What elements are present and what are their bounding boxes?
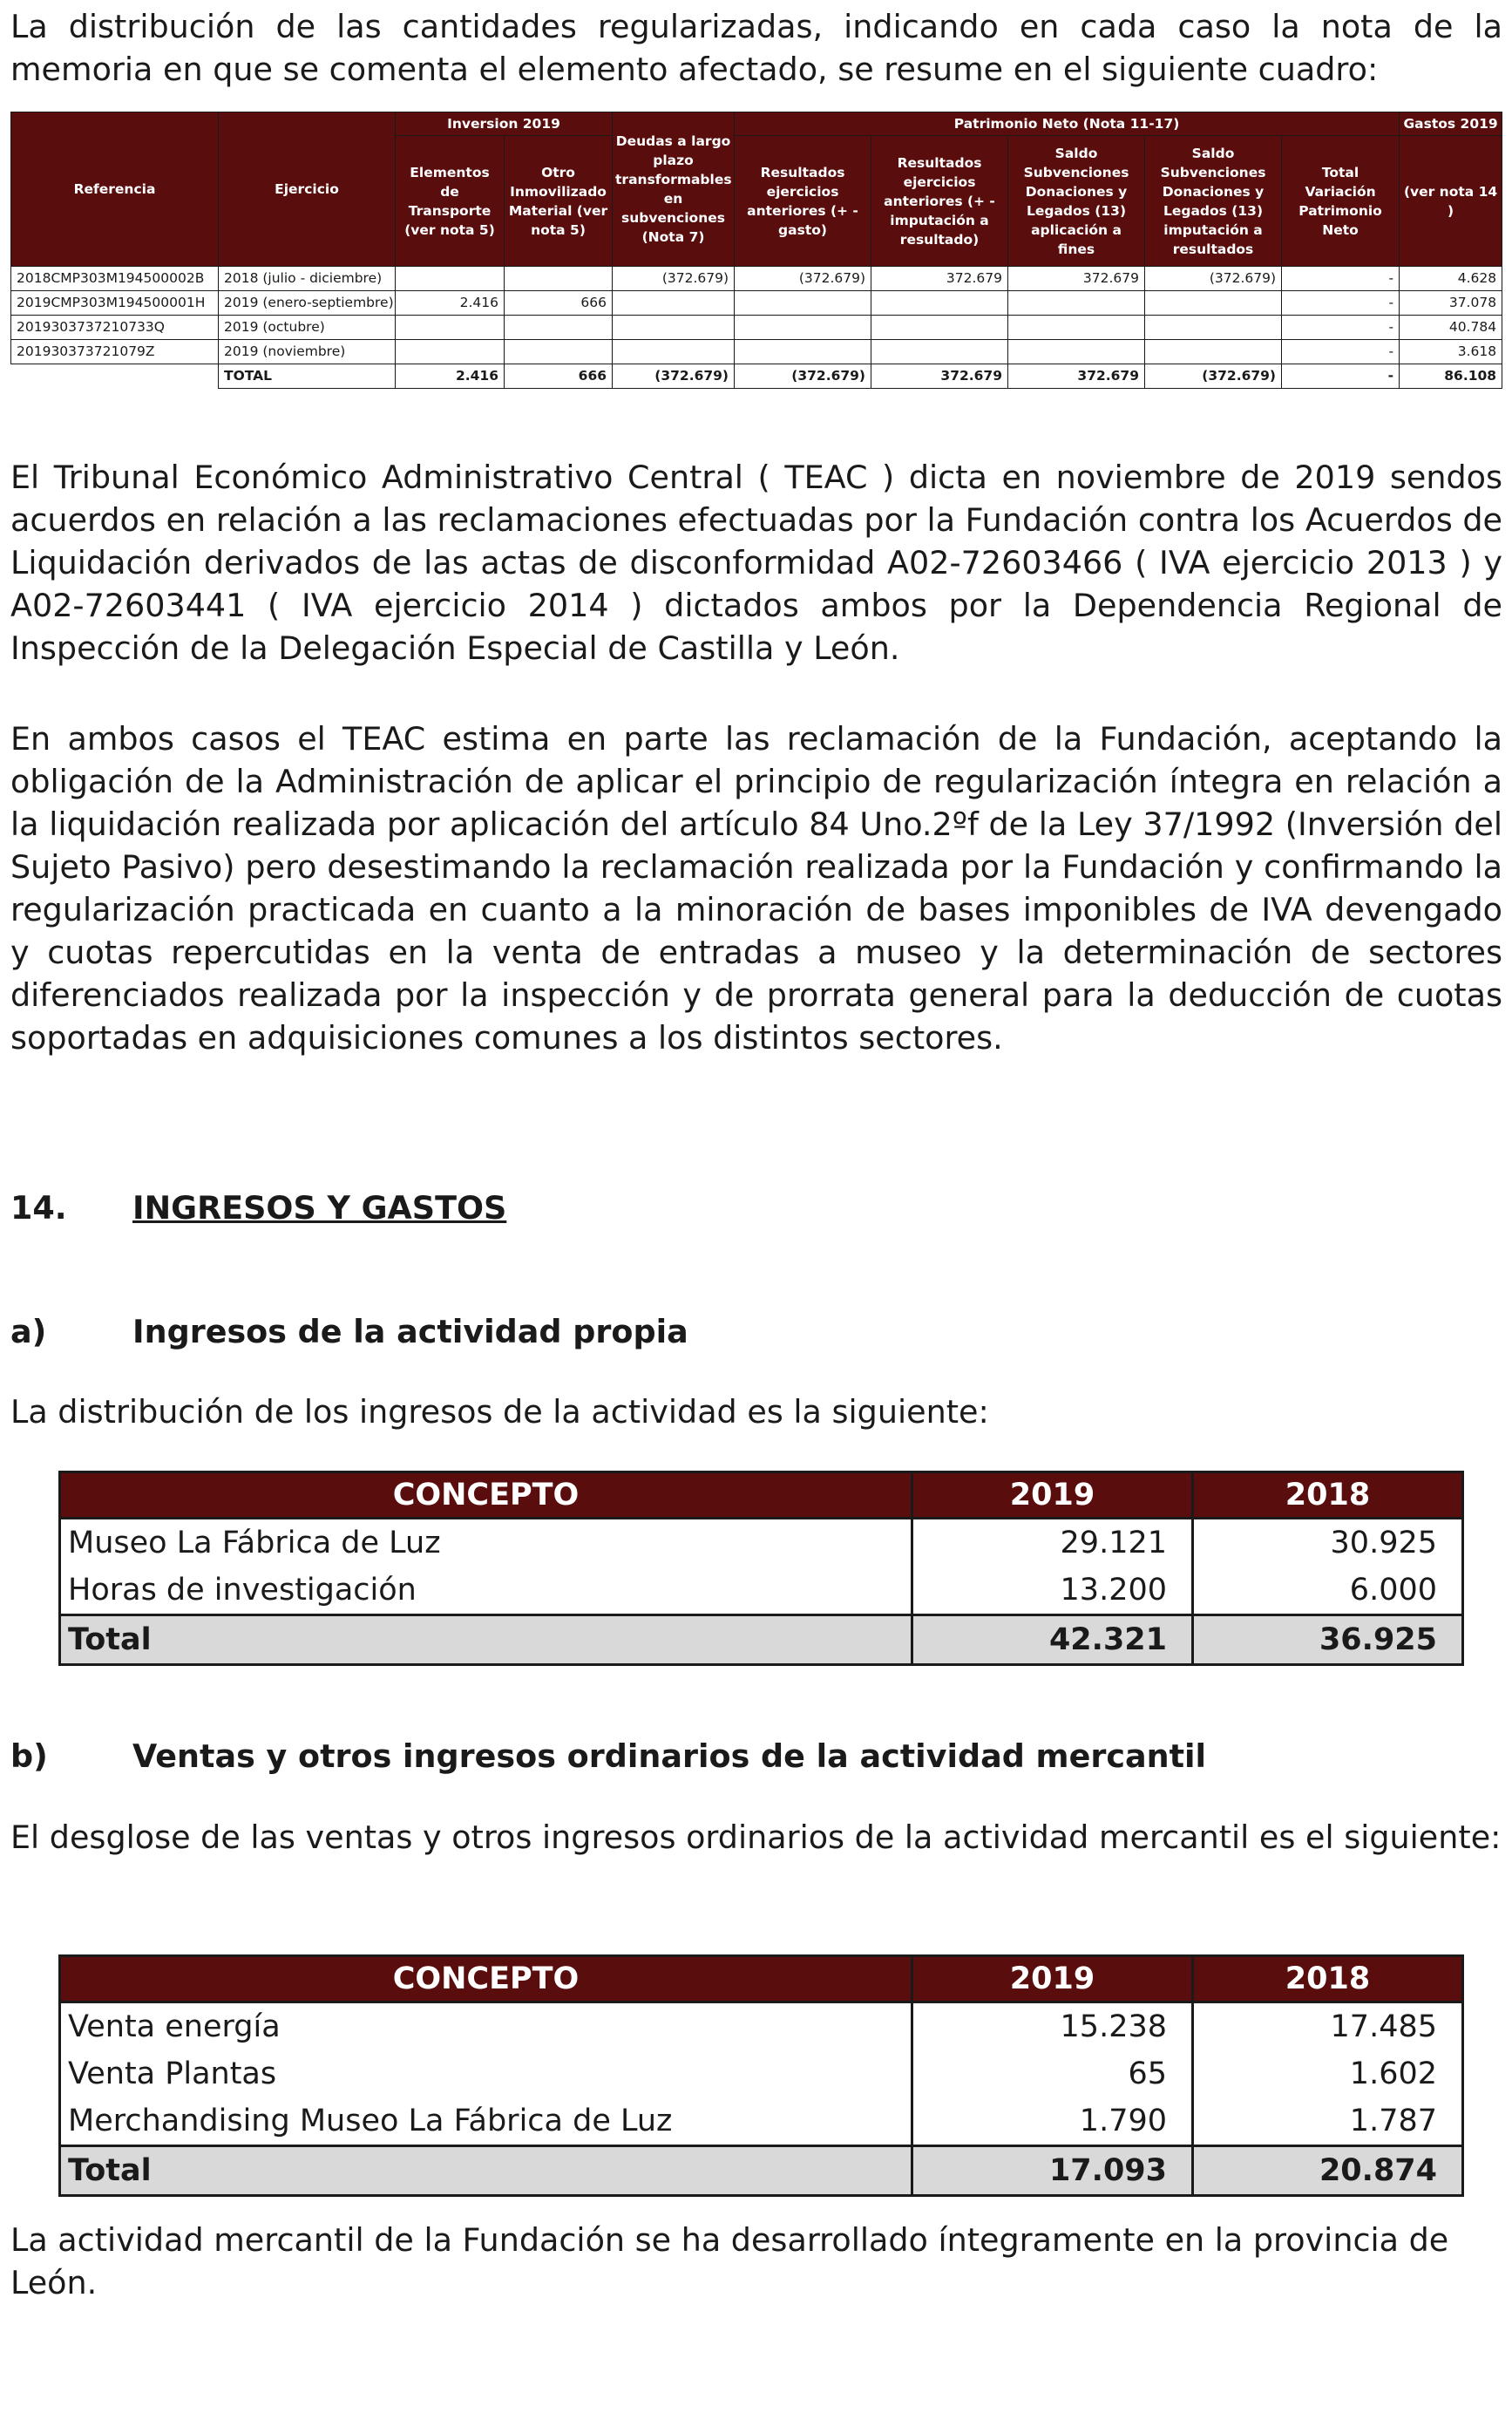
cell-elem: 2.416 [396,291,505,316]
cell-concepto: Total [60,1615,912,1665]
cell-2018: 20.874 [1193,2146,1463,2196]
cell-ejercicio: 2018 (julio - diciembre) [219,267,396,291]
header-2019: 2019 [912,1472,1193,1519]
cell-total: - [1282,340,1400,364]
cell-saldo-i [1145,340,1282,364]
cell-ejercicio: 2019 (enero-septiembre) [219,291,396,316]
cell-res: (372.679) [735,267,871,291]
subsection-b-intro: El desglose de las ventas y otros ingresos ordinarios de la actividad mercantil es el siguiente: [10,1818,1502,1856]
cell-saldo-i [1145,316,1282,340]
cell-total: - [1282,364,1400,389]
cell-total-label: TOTAL [219,364,396,389]
cell-deudas [613,291,735,316]
subsection-title: Ingresos de la actividad propia [132,1313,688,1350]
cell-total: - [1282,316,1400,340]
cell-ref: 2018CMP303M194500002B [11,267,219,291]
col-elementos: Elementos de Transporte (ver nota 5) [396,136,505,267]
col-ejercicio: Ejercicio [219,112,396,267]
table-total-row [60,1615,1463,1665]
cell-ejercicio: 2019 (octubre) [219,316,396,340]
col-saldo-aplic: Saldo Subvenciones Donaciones y Legados (13) aplicación a fines [1008,136,1145,267]
header-2018: 2018 [1193,1956,1463,2002]
cell-gastos: 40.784 [1400,316,1502,340]
subsection-letter: b) [10,1737,48,1775]
subsection-b-heading [10,1736,1206,1778]
cell-saldo-a [1008,291,1145,316]
cell-saldo-a: 372.679 [1008,267,1145,291]
cell-saldo-i: (372.679) [1145,364,1282,389]
cell-2018: 1.787 [1193,2097,1463,2146]
group-patrimonio: Patrimonio Neto (Nota 11-17) [735,112,1400,136]
cell-saldo-i: (372.679) [1145,267,1282,291]
header-concepto: CONCEPTO [60,1472,912,1519]
cell-deudas [613,316,735,340]
cell-res-imp: 372.679 [871,267,1008,291]
cell-2019: 29.121 [912,1519,1193,1567]
table-row [60,1567,1463,1615]
cell-res-imp [871,291,1008,316]
cell-saldo-a [1008,316,1145,340]
subsection-letter: a) [10,1313,47,1350]
col-otro: Otro Inmovilizado Material (ver nota 5) [505,136,613,267]
table-row [60,2097,1463,2146]
cell-res [735,316,871,340]
cell-ref: 201930373721079Z [11,340,219,364]
cell-saldo-a [1008,340,1145,364]
cell-res [735,340,871,364]
cell-2018: 36.925 [1193,1615,1463,1665]
closing-paragraph: La actividad mercantil de la Fundación se ha desarrollado íntegramente en la provincia de León. [10,2221,1449,2301]
cell-elem [396,267,505,291]
cell-otro [505,340,613,364]
cell-deudas [613,340,735,364]
cell-2018: 17.485 [1193,2002,1463,2051]
cell-gastos: 86.108 [1400,364,1502,389]
cell-ref: 2019303737210733Q [11,316,219,340]
cell-concepto: Horas de investigación [60,1567,912,1615]
ventas-table [58,1954,1464,2197]
cell-concepto: Merchandising Museo La Fábrica de Luz [60,2097,912,2146]
cell-2019: 15.238 [912,2002,1193,2051]
table-row [11,291,1502,316]
subsection-a-heading [10,1311,688,1353]
table-row [60,2050,1463,2097]
group-gastos: Gastos 2019 [1400,112,1502,136]
col-referencia: Referencia [11,112,219,267]
col-deudas: Deudas a largo plazo transformables en subvenciones (Nota 7) [613,112,735,267]
ambos-paragraph: En ambos casos el TEAC estima en parte las reclamación de la Fundación, aceptando la obligación de la Administración de aplicar el principio de regularización íntegra en relación a la liquidación realizada por aplicación del artículo 84 Uno.2ºf de la Ley 37/1992 (Inversión del Sujeto Pasivo) pero desestimando la reclamación realizada por la Fundación y confirmando la regularización practicada en cuanto a la minoración de bases imponibles de IVA devengado y cuotas repercutidas en la venta de entradas a museo y la determinación de sectores diferenciados realizada por la inspección y de prorrata general para la deducción de cuotas soportadas en adquisiciones comunes a los distintos sectores. [10,720,1502,1057]
cell-concepto: Venta Plantas [60,2050,912,2097]
cell-deudas: (372.679) [613,267,735,291]
section-heading [10,1187,506,1229]
header-2019: 2019 [912,1956,1193,2002]
intro-paragraph: La distribución de las cantidades regularizadas, indicando en cada caso la nota de la memoria en que se comenta el elemento afectado, se resume en el siguiente cuadro: [10,8,1502,88]
cell-elem [396,316,505,340]
cell-res-imp [871,340,1008,364]
cell-concepto: Total [60,2146,912,2196]
cell-2019: 13.200 [912,1567,1193,1615]
cell-gastos: 37.078 [1400,291,1502,316]
subsection-a-intro: La distribución de los ingresos de la actividad es la siguiente: [10,1393,989,1431]
col-resultados: Resultados ejercicios anteriores (+ - gasto) [735,136,871,267]
cell-otro [505,316,613,340]
table-row [11,316,1502,340]
regularization-table [10,112,1502,389]
cell-gastos: 3.618 [1400,340,1502,364]
cell-concepto: Museo La Fábrica de Luz [60,1519,912,1567]
cell-deudas: (372.679) [613,364,735,389]
header-concepto: CONCEPTO [60,1956,912,2002]
cell-2018: 1.602 [1193,2050,1463,2097]
table-total-row [11,364,1502,389]
cell-otro: 666 [505,364,613,389]
col-total-var: Total Variación Patrimonio Neto [1282,136,1400,267]
cell-res-imp: 372.679 [871,364,1008,389]
cell-ejercicio: 2019 (noviembre) [219,340,396,364]
cell-ref: 2019CMP303M194500001H [11,291,219,316]
cell-otro: 666 [505,291,613,316]
cell-empty [11,364,219,389]
table-row [11,340,1502,364]
cell-elem [396,340,505,364]
cell-2018: 6.000 [1193,1567,1463,1615]
cell-2019: 42.321 [912,1615,1193,1665]
cell-2019: 17.093 [912,2146,1193,2196]
ingresos-table [58,1471,1464,1666]
cell-total: - [1282,291,1400,316]
cell-gastos: 4.628 [1400,267,1502,291]
cell-otro [505,267,613,291]
cell-res-imp [871,316,1008,340]
cell-2018: 30.925 [1193,1519,1463,1567]
cell-saldo-i [1145,291,1282,316]
table-total-row [60,2146,1463,2196]
col-saldo-imp: Saldo Subvenciones Donaciones y Legados (13) imputación a resultados [1145,136,1282,267]
cell-saldo-a: 372.679 [1008,364,1145,389]
section-number: 14. [10,1189,67,1227]
cell-concepto: Venta energía [60,2002,912,2051]
cell-elem: 2.416 [396,364,505,389]
cell-res [735,291,871,316]
cell-2019: 65 [912,2050,1193,2097]
cell-total: - [1282,267,1400,291]
col-resultados-imp: Resultados ejercicios anteriores (+ - imputación a resultado) [871,136,1008,267]
section-title: INGRESOS Y GASTOS [132,1189,507,1227]
table-row [11,267,1502,291]
table-row [60,2002,1463,2051]
col-ver-nota: (ver nota 14 ) [1400,136,1502,267]
subsection-title: Ventas y otros ingresos ordinarios de la actividad mercantil [132,1737,1207,1775]
cell-2019: 1.790 [912,2097,1193,2146]
teac-paragraph: El Tribunal Económico Administrativo Central ( TEAC ) dicta en noviembre de 2019 sendos acuerdos en relación a las reclamaciones efectuadas por la Fundación contra los Acuerdos de Liquidación derivados de las actas de disconformidad A02-72603466 ( IVA ejercicio 2013 ) y A02-72603441 ( IVA ejercicio 2014 ) dictados ambos por la Dependencia Regional de Inspección de la Delegación Especial de Castilla y León. [10,459,1502,667]
header-2018: 2018 [1193,1472,1463,1519]
group-inversion: Inversion 2019 [396,112,613,136]
table-row [60,1519,1463,1567]
cell-res: (372.679) [735,364,871,389]
